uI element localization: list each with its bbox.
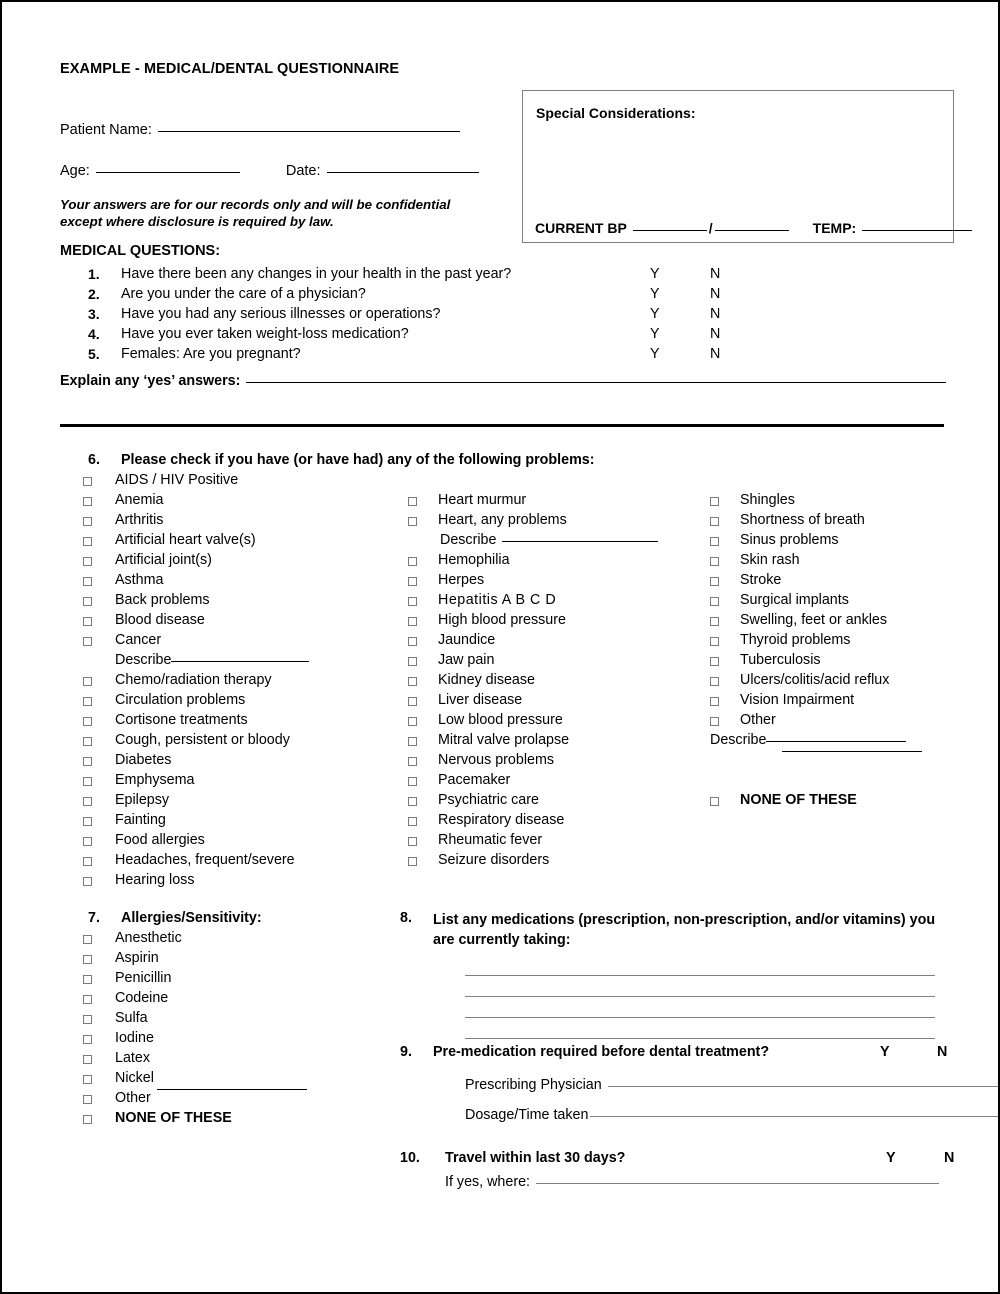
- question-text: Are you under the care of a physician?: [121, 286, 366, 302]
- checkbox-item[interactable]: [710, 552, 960, 572]
- checkbox-item[interactable]: [408, 492, 708, 512]
- checkbox-item[interactable]: [710, 532, 960, 552]
- dosage-input[interactable]: [590, 1115, 1000, 1117]
- checkbox-item[interactable]: [83, 1050, 413, 1070]
- question-text: Have there been any changes in your health in the past year?: [121, 266, 512, 282]
- explain-input[interactable]: [246, 381, 946, 383]
- checkbox-icon[interactable]: [83, 857, 92, 866]
- section9-answer-no[interactable]: N: [937, 1044, 948, 1060]
- patient-name-label: Patient Name:: [60, 122, 152, 138]
- checkbox-label: Heart, any problems: [438, 512, 567, 528]
- checkbox-icon[interactable]: [710, 497, 719, 506]
- checkbox-icon[interactable]: [83, 537, 92, 546]
- checkbox-icon[interactable]: [83, 1055, 92, 1064]
- checkbox-label: Pacemaker: [438, 772, 511, 788]
- checkbox-icon[interactable]: [408, 797, 417, 806]
- bp-systolic-input[interactable]: [633, 229, 707, 231]
- section10-text: Travel within last 30 days?: [445, 1150, 626, 1166]
- checkbox-icon[interactable]: [83, 877, 92, 886]
- checkbox-icon[interactable]: [710, 617, 719, 626]
- checkbox-icon[interactable]: [83, 597, 92, 606]
- checkbox-label: Shingles: [740, 492, 795, 508]
- checkbox-item[interactable]: [83, 712, 413, 732]
- checkbox-label: High blood pressure: [438, 612, 566, 628]
- checkbox-icon[interactable]: [83, 935, 92, 944]
- medication-line-input[interactable]: [465, 976, 935, 997]
- checkbox-item[interactable]: [710, 612, 960, 632]
- checkbox-item[interactable]: [408, 692, 708, 712]
- checkbox-icon[interactable]: [83, 1075, 92, 1084]
- checkbox-label: Jaw pain: [438, 652, 495, 668]
- checkbox-item[interactable]: [408, 852, 708, 872]
- explain-row: [60, 373, 946, 389]
- checkbox-item[interactable]: [83, 832, 413, 852]
- checkbox-label: Vision Impairment: [740, 692, 855, 708]
- checkbox-item[interactable]: [408, 552, 708, 572]
- checkbox-label: Herpes: [438, 572, 485, 588]
- checkbox-icon[interactable]: [408, 597, 417, 606]
- checkbox-icon[interactable]: [83, 557, 92, 566]
- checkbox-item[interactable]: [83, 552, 413, 572]
- checkbox-label: Sulfa: [115, 1010, 148, 1026]
- other-describe-row-2: [710, 752, 960, 772]
- checkbox-label: Anemia: [115, 492, 164, 508]
- checkbox-icon[interactable]: [83, 577, 92, 586]
- medication-line-input[interactable]: [465, 997, 935, 1018]
- question-number: 5.: [88, 346, 100, 362]
- page-title: EXAMPLE - MEDICAL/DENTAL QUESTIONNAIRE: [60, 61, 400, 77]
- checkbox-label: Respiratory disease: [438, 812, 565, 828]
- checkbox-item-none-of-these[interactable]: [710, 792, 960, 812]
- checkbox-icon[interactable]: [83, 995, 92, 1004]
- checkbox-label: Artificial joint(s): [115, 552, 212, 568]
- column3-spacer: [710, 772, 960, 792]
- checkbox-label: Thyroid problems: [740, 632, 851, 648]
- checkbox-item[interactable]: [408, 572, 708, 592]
- medical-questions-list: [60, 266, 944, 366]
- checkbox-label: Heart murmur: [438, 492, 527, 508]
- bp-diastolic-input[interactable]: [715, 229, 789, 231]
- checkbox-item[interactable]: [83, 672, 413, 692]
- temp-input[interactable]: [862, 229, 972, 231]
- patient-name-input[interactable]: [158, 130, 460, 132]
- section10-answer-no[interactable]: N: [944, 1150, 955, 1166]
- checkbox-item[interactable]: [83, 792, 413, 812]
- section6-title: Please check if you have (or have had) any of the following problems:: [121, 452, 595, 468]
- checkbox-icon[interactable]: [408, 737, 417, 746]
- age-input[interactable]: [96, 171, 240, 173]
- temp-label: TEMP:: [812, 220, 857, 236]
- checkbox-label: Diabetes: [115, 752, 172, 768]
- checkbox-item[interactable]: [83, 950, 413, 970]
- describe-label: Describe: [115, 652, 172, 668]
- checkbox-icon[interactable]: [83, 637, 92, 646]
- checkbox-label: NONE OF THESE: [740, 792, 857, 808]
- checkbox-item[interactable]: [83, 632, 413, 652]
- if-yes-input[interactable]: [536, 1182, 939, 1184]
- medications-lines: [465, 955, 935, 1039]
- question-number: 4.: [88, 326, 100, 342]
- checkbox-icon[interactable]: [710, 677, 719, 686]
- explain-label: Explain any ‘yes’ answers:: [60, 373, 241, 389]
- checkbox-label: Cortisone treatments: [115, 712, 248, 728]
- checkbox-icon[interactable]: [408, 517, 417, 526]
- prescribing-physician-input[interactable]: [608, 1085, 1000, 1087]
- section9-answer-yes[interactable]: Y: [880, 1044, 890, 1060]
- checkbox-label: Headaches, frequent/severe: [115, 852, 295, 868]
- checkbox-label: NONE OF THESE: [115, 1110, 232, 1126]
- answer-no[interactable]: N: [710, 266, 721, 282]
- checkbox-label: Artificial heart valve(s): [115, 532, 256, 548]
- checkbox-icon[interactable]: [83, 975, 92, 984]
- checkbox-icon[interactable]: [408, 817, 417, 826]
- checkbox-item[interactable]: [408, 632, 708, 652]
- checkbox-item[interactable]: [83, 752, 413, 772]
- checkbox-item[interactable]: [710, 652, 960, 672]
- section7-list: [83, 930, 413, 1130]
- checkbox-label: Tuberculosis: [740, 652, 821, 668]
- checkbox-icon[interactable]: [83, 477, 92, 486]
- checkbox-item[interactable]: [83, 930, 413, 950]
- section9-number: 9.: [400, 1044, 412, 1060]
- checkbox-icon[interactable]: [710, 597, 719, 606]
- checkbox-item[interactable]: [83, 812, 413, 832]
- checkbox-icon[interactable]: [408, 617, 417, 626]
- checkbox-label: Surgical implants: [740, 592, 849, 608]
- checkbox-icon[interactable]: [408, 557, 417, 566]
- checkbox-icon[interactable]: [83, 955, 92, 964]
- checkbox-item[interactable]: [408, 712, 708, 732]
- section8-number: 8.: [400, 910, 412, 926]
- checkbox-icon[interactable]: [408, 757, 417, 766]
- checkbox-icon[interactable]: [710, 537, 719, 546]
- answer-yes[interactable]: Y: [650, 346, 660, 362]
- medication-line-input[interactable]: [465, 1018, 935, 1039]
- vitals-row: [535, 220, 972, 236]
- checkbox-item[interactable]: [408, 732, 708, 752]
- if-yes-label: If yes, where:: [445, 1174, 531, 1190]
- checkbox-icon[interactable]: [710, 577, 719, 586]
- question-number: 2.: [88, 286, 100, 302]
- checkbox-label: Aspirin: [115, 950, 159, 966]
- answer-no[interactable]: N: [710, 306, 721, 322]
- prescribing-physician-row: [465, 1077, 1000, 1093]
- heart-describe-input[interactable]: [502, 540, 658, 542]
- checkbox-label: Stroke: [740, 572, 782, 588]
- checkbox-icon[interactable]: [83, 497, 92, 506]
- section10-number: 10.: [400, 1150, 420, 1166]
- checkbox-icon[interactable]: [83, 1015, 92, 1024]
- cancer-describe-input[interactable]: [171, 660, 309, 662]
- checkbox-icon[interactable]: [83, 697, 92, 706]
- section-divider: [60, 424, 944, 427]
- checkbox-label: Fainting: [115, 812, 166, 828]
- checkbox-item[interactable]: [408, 772, 708, 792]
- checkbox-item[interactable]: [408, 592, 708, 612]
- checkbox-item[interactable]: [83, 1030, 413, 1050]
- cancer-describe-row: [83, 652, 413, 672]
- current-bp-label: CURRENT BP: [535, 220, 627, 236]
- checkbox-label: Liver disease: [438, 692, 523, 708]
- checkbox-item[interactable]: [83, 872, 413, 892]
- checkbox-icon[interactable]: [408, 577, 417, 586]
- other-describe-input[interactable]: [766, 740, 906, 742]
- checkbox-icon[interactable]: [710, 697, 719, 706]
- checkbox-label: Other: [740, 712, 776, 728]
- checkbox-item[interactable]: [408, 672, 708, 692]
- medical-questions-heading: MEDICAL QUESTIONS:: [60, 243, 221, 259]
- section10-answer-yes[interactable]: Y: [886, 1150, 896, 1166]
- checkbox-label: Cough, persistent or bloody: [115, 732, 290, 748]
- question-text: Have you ever taken weight-loss medication?: [121, 326, 409, 342]
- question-text: Females: Are you pregnant?: [121, 346, 301, 362]
- checkbox-item[interactable]: [710, 632, 960, 652]
- checkbox-label: Nickel: [115, 1070, 154, 1086]
- checkbox-icon[interactable]: [408, 717, 417, 726]
- checkbox-label: Skin rash: [740, 552, 800, 568]
- checkbox-item[interactable]: [408, 792, 708, 812]
- checkbox-item[interactable]: [710, 572, 960, 592]
- checkbox-icon[interactable]: [83, 677, 92, 686]
- checkbox-icon[interactable]: [83, 1035, 92, 1044]
- checkbox-item-other[interactable]: [83, 1090, 413, 1110]
- checkbox-icon[interactable]: [408, 497, 417, 506]
- section6-column-1: [83, 472, 413, 892]
- checkbox-icon[interactable]: [408, 857, 417, 866]
- page-content: [60, 2, 955, 1294]
- checkbox-icon[interactable]: [83, 757, 92, 766]
- dosage-row: [465, 1107, 1000, 1123]
- checkbox-label: Latex: [115, 1050, 150, 1066]
- checkbox-icon[interactable]: [408, 837, 417, 846]
- checkbox-item[interactable]: [710, 492, 960, 512]
- checkbox-label: Shortness of breath: [740, 512, 865, 528]
- checkbox-label: Kidney disease: [438, 672, 535, 688]
- question-text: Have you had any serious illnesses or operations?: [121, 306, 441, 322]
- allergy-other-input[interactable]: [157, 1088, 307, 1090]
- age-label: Age:: [60, 163, 90, 179]
- checkbox-label: Rheumatic fever: [438, 832, 543, 848]
- checkbox-label: Low blood pressure: [438, 712, 563, 728]
- prescribing-physician-label: Prescribing Physician: [465, 1077, 602, 1093]
- checkbox-icon[interactable]: [83, 737, 92, 746]
- checkbox-label: Psychiatric care: [438, 792, 539, 808]
- patient-name-row: [60, 122, 460, 138]
- checkbox-label: Back problems: [115, 592, 210, 608]
- checkbox-icon[interactable]: [710, 657, 719, 666]
- checkbox-item[interactable]: [710, 712, 960, 732]
- checkbox-icon[interactable]: [710, 717, 719, 726]
- checkbox-icon[interactable]: [408, 637, 417, 646]
- answer-yes[interactable]: Y: [650, 266, 660, 282]
- checkbox-label: Emphysema: [115, 772, 195, 788]
- section7-title: Allergies/Sensitivity:: [121, 910, 262, 926]
- checkbox-label: Hepatitis A B C D: [438, 592, 557, 608]
- checkbox-item[interactable]: [408, 652, 708, 672]
- answer-no[interactable]: N: [710, 326, 721, 342]
- checkbox-item-none-of-these[interactable]: [83, 1110, 413, 1130]
- checkbox-label: Circulation problems: [115, 692, 246, 708]
- checkbox-item[interactable]: [710, 512, 960, 532]
- checkbox-label: Blood disease: [115, 612, 205, 628]
- special-considerations-title: Special Considerations:: [536, 105, 696, 121]
- medical-question-row: [60, 286, 944, 306]
- checkbox-label: Jaundice: [438, 632, 496, 648]
- checkbox-label: Nervous problems: [438, 752, 555, 768]
- checkbox-item[interactable]: [710, 672, 960, 692]
- checkbox-label: Codeine: [115, 990, 169, 1006]
- checkbox-icon[interactable]: [83, 817, 92, 826]
- checkbox-icon[interactable]: [83, 837, 92, 846]
- checkbox-icon[interactable]: [710, 517, 719, 526]
- checkbox-label: Hearing loss: [115, 872, 195, 888]
- checkbox-icon[interactable]: [710, 637, 719, 646]
- medical-question-row: [60, 266, 944, 286]
- checkbox-icon[interactable]: [83, 517, 92, 526]
- checkbox-icon[interactable]: [83, 717, 92, 726]
- other-describe-row: [710, 732, 960, 752]
- checkbox-label: Asthma: [115, 572, 164, 588]
- checkbox-icon[interactable]: [83, 1095, 92, 1104]
- checkbox-label: Anesthetic: [115, 930, 182, 946]
- section8-text: List any medications (prescription, non-prescription, and/or vitamins) you are currently taking:: [433, 912, 936, 949]
- checkbox-item[interactable]: [83, 612, 413, 632]
- describe-label: Describe: [710, 732, 767, 748]
- checkbox-label: Penicillin: [115, 970, 172, 986]
- question-number: 3.: [88, 306, 100, 322]
- checkbox-item[interactable]: [408, 512, 708, 532]
- checkbox-item[interactable]: [83, 472, 413, 492]
- bp-separator: /: [708, 220, 713, 236]
- age-date-row: [60, 163, 479, 179]
- checkbox-item[interactable]: [83, 1070, 413, 1090]
- dosage-label: Dosage/Time taken: [465, 1107, 589, 1123]
- date-input[interactable]: [327, 171, 479, 173]
- medication-line-input[interactable]: [465, 955, 935, 976]
- medical-question-row: [60, 326, 944, 346]
- date-label: Date:: [285, 163, 321, 179]
- checkbox-label: Hemophilia: [438, 552, 510, 568]
- checkbox-icon[interactable]: [710, 557, 719, 566]
- checkbox-item[interactable]: [408, 612, 708, 632]
- checkbox-item[interactable]: [83, 492, 413, 512]
- section7-number: 7.: [88, 910, 100, 926]
- checkbox-item[interactable]: [83, 592, 413, 612]
- checkbox-item[interactable]: [83, 852, 413, 872]
- checkbox-label: Other: [115, 1090, 151, 1106]
- checkbox-icon[interactable]: [83, 777, 92, 786]
- checkbox-icon[interactable]: [408, 677, 417, 686]
- answer-yes[interactable]: Y: [650, 326, 660, 342]
- checkbox-label: Sinus problems: [740, 532, 839, 548]
- checkbox-label: Ulcers/colitis/acid reflux: [740, 672, 890, 688]
- checkbox-item[interactable]: [83, 772, 413, 792]
- checkbox-item[interactable]: [83, 512, 413, 532]
- checkbox-item[interactable]: [710, 692, 960, 712]
- checkbox-label: Arthritis: [115, 512, 164, 528]
- checkbox-item[interactable]: [83, 732, 413, 752]
- checkbox-label: AIDS / HIV Positive: [115, 472, 239, 488]
- question-number: 1.: [88, 266, 100, 282]
- checkbox-icon[interactable]: [710, 797, 719, 806]
- checkbox-label: Epilepsy: [115, 792, 170, 808]
- checkbox-label: Seizure disorders: [438, 852, 550, 868]
- answer-yes[interactable]: Y: [650, 286, 660, 302]
- checkbox-item[interactable]: [83, 692, 413, 712]
- checkbox-item[interactable]: [710, 592, 960, 612]
- special-considerations-box[interactable]: [522, 90, 954, 243]
- section6-column-3: [710, 492, 960, 812]
- answer-no[interactable]: N: [710, 286, 721, 302]
- checkbox-icon[interactable]: [408, 657, 417, 666]
- answer-yes[interactable]: Y: [650, 306, 660, 322]
- answer-no[interactable]: N: [710, 346, 721, 362]
- section6-number: 6.: [88, 452, 100, 468]
- heart-describe-row: [408, 532, 708, 552]
- checkbox-label: Swelling, feet or ankles: [740, 612, 888, 628]
- checkbox-item[interactable]: [408, 832, 708, 852]
- checkbox-icon[interactable]: [408, 697, 417, 706]
- section6-column-2: [408, 492, 708, 872]
- confidentiality-notice: Your answers are for our records only and will be confidential except where disclosure is required by law.: [60, 197, 451, 230]
- checkbox-label: Iodine: [115, 1030, 154, 1046]
- checkbox-label: Food allergies: [115, 832, 205, 848]
- medical-question-row: [60, 306, 944, 326]
- section9-text: Pre-medication required before dental treatment?: [433, 1044, 770, 1060]
- checkbox-item[interactable]: [83, 1010, 413, 1030]
- checkbox-icon[interactable]: [83, 797, 92, 806]
- if-yes-row: [445, 1174, 939, 1190]
- checkbox-icon[interactable]: [83, 617, 92, 626]
- checkbox-item[interactable]: [83, 990, 413, 1010]
- checkbox-item[interactable]: [83, 970, 413, 990]
- checkbox-label: Chemo/radiation therapy: [115, 672, 272, 688]
- other-describe-input-2[interactable]: [782, 750, 922, 752]
- checkbox-icon[interactable]: [83, 1115, 92, 1124]
- checkbox-item[interactable]: [408, 752, 708, 772]
- checkbox-icon[interactable]: [408, 777, 417, 786]
- medical-question-row: [60, 346, 944, 366]
- checkbox-item[interactable]: [408, 812, 708, 832]
- checkbox-label: Cancer: [115, 632, 162, 648]
- checkbox-label: Mitral valve prolapse: [438, 732, 570, 748]
- checkbox-item[interactable]: [83, 532, 413, 552]
- describe-label: Describe: [440, 532, 497, 548]
- checkbox-item[interactable]: [83, 572, 413, 592]
